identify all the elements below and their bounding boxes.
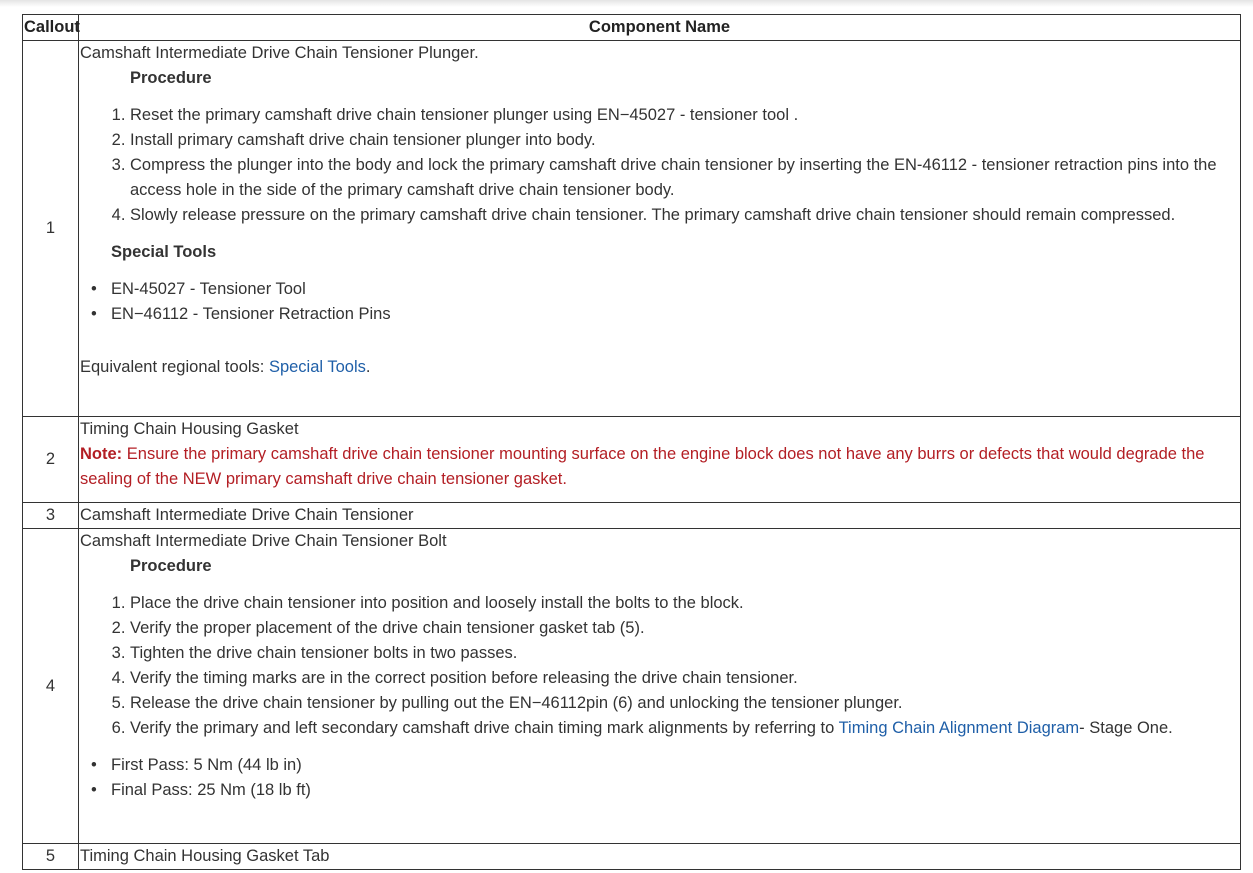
step-six-text: Verify the primary and left secondary camshaft drive chain timing mark alignments by referring to xyxy=(130,719,839,737)
tool-item: • EN-45027 - Tensioner Tool xyxy=(111,277,1240,302)
table-header-row xyxy=(23,15,1241,41)
note-label: Note: xyxy=(80,445,123,463)
component-table xyxy=(22,14,1241,870)
callout-number: 4 xyxy=(23,529,79,844)
component-cell xyxy=(79,41,1241,417)
procedure-step: 4. Slowly release pressure on the primary camshaft drive chain tensioner. The primary camshaft drive chain tensioner should remain compressed. xyxy=(130,203,1240,228)
callout-number: 1 xyxy=(23,41,79,417)
procedure-step: 5. Release the drive chain tensioner by pulling out the EN−46112pin (6) and unlocking the tensioner plunger. xyxy=(130,691,1240,716)
table-row xyxy=(23,844,1241,870)
note-text xyxy=(80,442,1240,492)
torque-pass-item: • First Pass: 5 Nm (44 lb in) xyxy=(111,753,1240,778)
procedure-step: 2. Verify the proper placement of the drive chain tensioner gasket tab (5). xyxy=(130,616,1240,641)
callout-number: 3 xyxy=(23,503,79,529)
procedure-steps xyxy=(80,103,1240,228)
component-name: Camshaft Intermediate Drive Chain Tensioner Plunger. xyxy=(80,44,479,62)
component-name: Timing Chain Housing Gasket xyxy=(80,420,299,438)
note-body: Ensure the primary camshaft drive chain tensioner mounting surface on the engine block does not have any burrs or defects that would degrade the sealing of the NEW primary camshaft drive chain tensioner gasket. xyxy=(80,445,1205,488)
equivalent-tools-line xyxy=(80,355,1240,380)
component-name: Camshaft Intermediate Drive Chain Tensioner xyxy=(79,503,1241,529)
table-row xyxy=(23,41,1241,417)
table-row xyxy=(23,417,1241,503)
procedure-step: 3. Tighten the drive chain tensioner bolts in two passes. xyxy=(130,641,1240,666)
component-name: Camshaft Intermediate Drive Chain Tensioner Bolt xyxy=(80,532,447,550)
top-shadow xyxy=(0,0,1253,7)
special-tools-list xyxy=(80,277,1240,327)
equivalent-tools-label: Equivalent regional tools: xyxy=(80,358,269,376)
procedure-step xyxy=(130,716,1240,741)
callout-number: 2 xyxy=(23,417,79,503)
torque-passes-list xyxy=(80,753,1240,803)
special-tools-heading: Special Tools xyxy=(111,243,217,261)
component-cell xyxy=(79,529,1241,844)
procedure-heading: Procedure xyxy=(130,69,212,87)
tool-item: • EN−46112 - Tensioner Retraction Pins xyxy=(111,302,1240,327)
procedure-steps xyxy=(80,591,1240,741)
table-row xyxy=(23,503,1241,529)
procedure-step: 2. Install primary camshaft drive chain tensioner plunger into body. xyxy=(130,128,1240,153)
table-row xyxy=(23,529,1241,844)
component-name: Timing Chain Housing Gasket Tab xyxy=(79,844,1241,870)
callout-number: 5 xyxy=(23,844,79,870)
step-six-suffix: - Stage One. xyxy=(1079,719,1173,737)
procedure-step: 3. Compress the plunger into the body and lock the primary camshaft drive chain tensioner by inserting the EN-46112 - tensioner retraction pins into the access hole in the side of the primary camshaft drive chain tensioner body. xyxy=(130,153,1240,203)
component-name-column-header: Component Name xyxy=(79,15,1241,41)
equivalent-tools-period: . xyxy=(365,358,371,376)
timing-chain-alignment-diagram-link[interactable]: Timing Chain Alignment Diagram xyxy=(838,719,1080,737)
procedure-step: 1. Reset the primary camshaft drive chain tensioner plunger using EN−45027 - tensioner tool . xyxy=(130,103,1240,128)
component-cell xyxy=(79,417,1241,503)
special-tools-link[interactable]: Special Tools xyxy=(268,358,366,376)
procedure-heading: Procedure xyxy=(130,557,212,575)
torque-pass-item: • Final Pass: 25 Nm (18 lb ft) xyxy=(111,778,1240,803)
procedure-step: 4. Verify the timing marks are in the correct position before releasing the drive chain tensioner. xyxy=(130,666,1240,691)
callout-column-header: Callout xyxy=(23,15,79,41)
procedure-step: 1. Place the drive chain tensioner into position and loosely install the bolts to the block. xyxy=(130,591,1240,616)
